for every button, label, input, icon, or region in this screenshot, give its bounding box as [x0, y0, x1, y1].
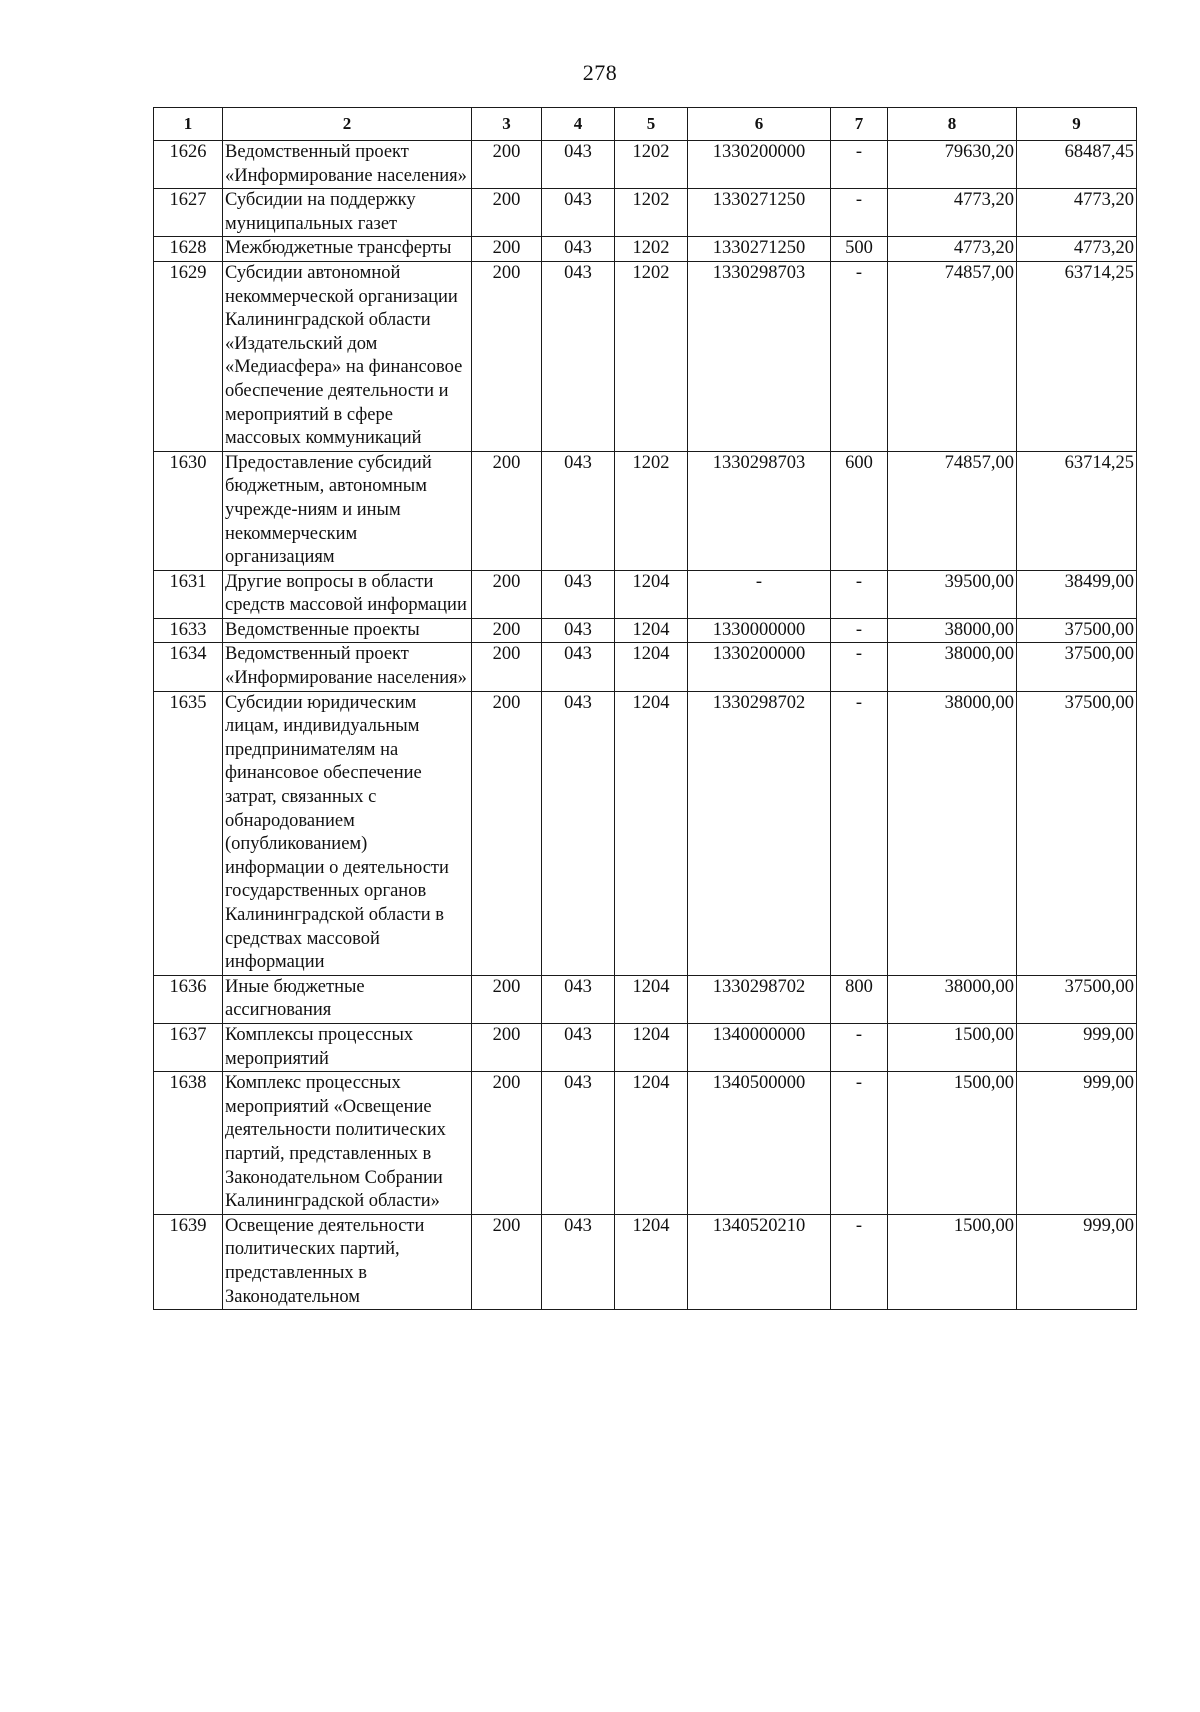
page-number: 278 — [582, 60, 618, 85]
row-number: 1638 — [154, 1072, 223, 1215]
row-name: Ведомственный проект «Информирование населения» — [223, 643, 472, 691]
table-row — [154, 451, 1137, 570]
code-col-6: 1340500000 — [688, 1072, 831, 1215]
row-number: 1636 — [154, 975, 223, 1023]
amount-col-9: 37500,00 — [1017, 618, 1137, 643]
header-row — [154, 108, 1137, 141]
code-col-5: 1202 — [615, 237, 688, 262]
code-col-6: 1330298702 — [688, 975, 831, 1023]
row-name: Другие вопросы в области средств массовой информации — [223, 570, 472, 618]
amount-col-9: 4773,20 — [1017, 189, 1137, 237]
code-col-6: 1340000000 — [688, 1023, 831, 1071]
table-row — [154, 261, 1137, 451]
code-col-4: 043 — [542, 618, 615, 643]
code-col-3: 200 — [472, 570, 542, 618]
row-number: 1639 — [154, 1214, 223, 1309]
code-col-4: 043 — [542, 643, 615, 691]
code-col-7: 800 — [831, 975, 888, 1023]
row-number: 1630 — [154, 451, 223, 570]
code-col-5: 1204 — [615, 570, 688, 618]
code-col-3: 200 — [472, 451, 542, 570]
row-number: 1633 — [154, 618, 223, 643]
code-col-3: 200 — [472, 691, 542, 975]
code-col-6: 1330298703 — [688, 261, 831, 451]
code-col-5: 1204 — [615, 1023, 688, 1071]
amount-col-9: 999,00 — [1017, 1023, 1137, 1071]
code-col-6: 1330200000 — [688, 141, 831, 189]
amount-col-8: 4773,20 — [888, 189, 1017, 237]
column-header: 5 — [615, 108, 688, 141]
code-col-5: 1202 — [615, 141, 688, 189]
code-col-6: 1340520210 — [688, 1214, 831, 1309]
code-col-5: 1202 — [615, 451, 688, 570]
row-number: 1637 — [154, 1023, 223, 1071]
column-header: 8 — [888, 108, 1017, 141]
code-col-5: 1202 — [615, 189, 688, 237]
table-row — [154, 1072, 1137, 1215]
code-col-4: 043 — [542, 451, 615, 570]
table-row — [154, 570, 1137, 618]
code-col-3: 200 — [472, 141, 542, 189]
amount-col-9: 37500,00 — [1017, 691, 1137, 975]
column-header: 1 — [154, 108, 223, 141]
code-col-4: 043 — [542, 975, 615, 1023]
row-name: Комплексы процессных мероприятий — [223, 1023, 472, 1071]
code-col-7: 500 — [831, 237, 888, 262]
amount-col-9: 4773,20 — [1017, 237, 1137, 262]
row-name: Иные бюджетные ассигнования — [223, 975, 472, 1023]
code-col-4: 043 — [542, 1023, 615, 1071]
table-body — [154, 141, 1137, 1310]
amount-col-8: 1500,00 — [888, 1214, 1017, 1309]
code-col-4: 043 — [542, 189, 615, 237]
code-col-7: - — [831, 570, 888, 618]
row-number: 1635 — [154, 691, 223, 975]
row-name: Субсидии юридическим лицам, индивидуальным предпринимателям на финансовое обеспечение затрат, связанных с обнародованием (опубликованием) информации о деятельности государственных органов Калининградской области в средствах массовой информации — [223, 691, 472, 975]
code-col-3: 200 — [472, 237, 542, 262]
row-number: 1634 — [154, 643, 223, 691]
amount-col-9: 37500,00 — [1017, 643, 1137, 691]
row-name: Субсидии на поддержку муниципальных газет — [223, 189, 472, 237]
code-col-4: 043 — [542, 691, 615, 975]
code-col-3: 200 — [472, 1214, 542, 1309]
table-row — [154, 975, 1137, 1023]
amount-col-8: 38000,00 — [888, 691, 1017, 975]
amount-col-9: 63714,25 — [1017, 261, 1137, 451]
code-col-6: 1330271250 — [688, 189, 831, 237]
amount-col-8: 39500,00 — [888, 570, 1017, 618]
amount-col-8: 38000,00 — [888, 618, 1017, 643]
amount-col-8: 74857,00 — [888, 261, 1017, 451]
amount-col-8: 79630,20 — [888, 141, 1017, 189]
code-col-6: 1330200000 — [688, 643, 831, 691]
code-col-3: 200 — [472, 618, 542, 643]
code-col-7: - — [831, 643, 888, 691]
code-col-3: 200 — [472, 189, 542, 237]
amount-col-9: 999,00 — [1017, 1214, 1137, 1309]
row-number: 1628 — [154, 237, 223, 262]
code-col-7: - — [831, 618, 888, 643]
table-row — [154, 643, 1137, 691]
code-col-4: 043 — [542, 261, 615, 451]
code-col-7: 600 — [831, 451, 888, 570]
code-col-6: 1330000000 — [688, 618, 831, 643]
row-name: Освещение деятельности политических партий, представленных в Законодательном — [223, 1214, 472, 1309]
code-col-5: 1204 — [615, 975, 688, 1023]
code-col-5: 1204 — [615, 1072, 688, 1215]
code-col-7: - — [831, 691, 888, 975]
code-col-4: 043 — [542, 237, 615, 262]
row-name: Ведомственные проекты — [223, 618, 472, 643]
amount-col-9: 38499,00 — [1017, 570, 1137, 618]
column-header: 9 — [1017, 108, 1137, 141]
code-col-3: 200 — [472, 975, 542, 1023]
amount-col-9: 63714,25 — [1017, 451, 1137, 570]
code-col-7: - — [831, 261, 888, 451]
amount-col-8: 4773,20 — [888, 237, 1017, 262]
table-row — [154, 1214, 1137, 1309]
code-col-3: 200 — [472, 261, 542, 451]
amount-col-8: 38000,00 — [888, 975, 1017, 1023]
row-number: 1629 — [154, 261, 223, 451]
table-row — [154, 237, 1137, 262]
row-name: Ведомственный проект «Информирование населения» — [223, 141, 472, 189]
amount-col-9: 37500,00 — [1017, 975, 1137, 1023]
code-col-3: 200 — [472, 643, 542, 691]
code-col-5: 1204 — [615, 618, 688, 643]
amount-col-8: 74857,00 — [888, 451, 1017, 570]
code-col-5: 1202 — [615, 261, 688, 451]
row-name: Субсидии автономной некоммерческой организации Калининградской области «Издательский дом «Медиасфера» на финансовое обеспечение деятельности и мероприятий в сфере массовых коммуникаций — [223, 261, 472, 451]
code-col-7: - — [831, 189, 888, 237]
code-col-4: 043 — [542, 141, 615, 189]
code-col-6: 1330298703 — [688, 451, 831, 570]
code-col-3: 200 — [472, 1023, 542, 1071]
table-row — [154, 1023, 1137, 1071]
code-col-4: 043 — [542, 570, 615, 618]
column-header: 2 — [223, 108, 472, 141]
code-col-5: 1204 — [615, 643, 688, 691]
table-row — [154, 618, 1137, 643]
amount-col-8: 38000,00 — [888, 643, 1017, 691]
code-col-7: - — [831, 1023, 888, 1071]
row-name: Предоставление субсидий бюджетным, автономным учрежде-ниям и иным некоммерческим организациям — [223, 451, 472, 570]
column-header: 3 — [472, 108, 542, 141]
code-col-5: 1204 — [615, 1214, 688, 1309]
column-header: 4 — [542, 108, 615, 141]
amount-col-9: 68487,45 — [1017, 141, 1137, 189]
row-name: Комплекс процессных мероприятий «Освещение деятельности политических партий, представленных в Законодательном Собрании Калининградской области» — [223, 1072, 472, 1215]
row-number: 1627 — [154, 189, 223, 237]
code-col-4: 043 — [542, 1072, 615, 1215]
code-col-7: - — [831, 1214, 888, 1309]
column-header: 7 — [831, 108, 888, 141]
row-number: 1626 — [154, 141, 223, 189]
column-header: 6 — [688, 108, 831, 141]
row-name: Межбюджетные трансферты — [223, 237, 472, 262]
table-row — [154, 189, 1137, 237]
amount-col-9: 999,00 — [1017, 1072, 1137, 1215]
amount-col-8: 1500,00 — [888, 1072, 1017, 1215]
code-col-3: 200 — [472, 1072, 542, 1215]
code-col-4: 043 — [542, 1214, 615, 1309]
code-col-5: 1204 — [615, 691, 688, 975]
budget-table — [153, 107, 1137, 1310]
code-col-7: - — [831, 1072, 888, 1215]
code-col-6: 1330271250 — [688, 237, 831, 262]
table-row — [154, 691, 1137, 975]
code-col-6: 1330298702 — [688, 691, 831, 975]
amount-col-8: 1500,00 — [888, 1023, 1017, 1071]
code-col-6: - — [688, 570, 831, 618]
code-col-7: - — [831, 141, 888, 189]
table-row — [154, 141, 1137, 189]
row-number: 1631 — [154, 570, 223, 618]
